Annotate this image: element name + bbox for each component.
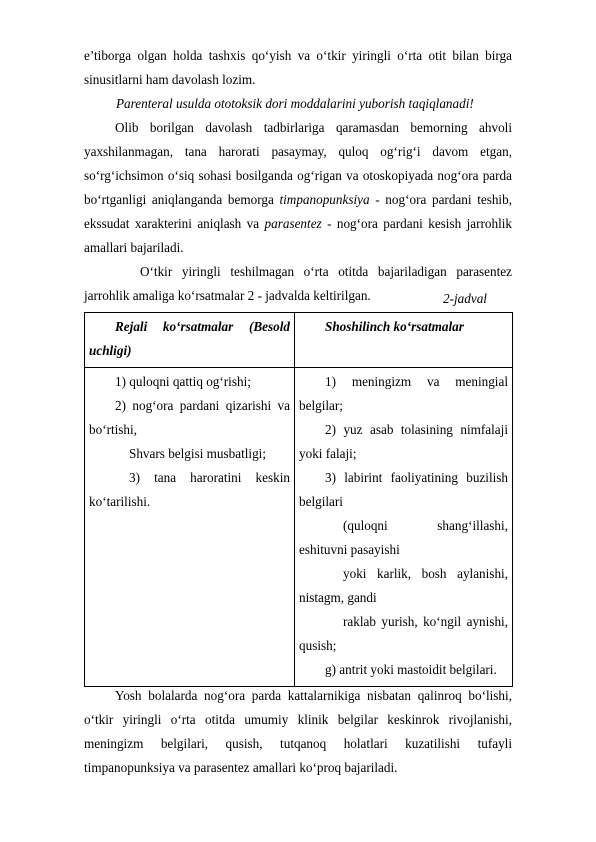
list-item: 1) meningizm va meningial belgilar; — [299, 374, 508, 413]
header-planned-indications: Rejali ko‘rsatmalar (Besold uchligi) — [89, 319, 290, 358]
term-timpanopunksiya: timpanopunksiya — [279, 192, 370, 207]
paragraph-table-intro: O‘tkir yiringli teshilmagan o‘rta otitda bajariladigan parasentez jarrohlik amaliga ko‘rsatmalar 2 - jadvalda keltirilgan. — [84, 264, 512, 303]
text-segment: - nog‘ora pardani teshib, ekssudat xarakterini aniqlash va — [84, 192, 512, 231]
paragraph-children: Yosh bolalarda nog‘ora parda kattalarnikiga nisbatan qalinroq bo‘lishi, o‘tkir yiringli o‘rta otitda umumiy klinik belgilar keskinrok rivojlanishi, meningizm belgilari, qusish, tutqanoq holatlari kuzatilishi tufayli timpanopunksiya va parasentez amallari ko‘proq bajariladi. — [84, 688, 512, 775]
list-item: 1) quloqni qattiq og‘rishi; — [115, 374, 251, 389]
table-body-row — [85, 368, 513, 687]
paragraph-surgical-indications — [84, 116, 512, 260]
list-item: raklab yurish, ko‘ngil aynishi, qusish; — [299, 614, 508, 653]
header-cell-planned — [85, 313, 295, 368]
list-item: 3) tana haroratini keskin ko‘tarilishi. — [89, 470, 290, 509]
list-item: (quloqni shang‘illashi, eshituvni pasayishi — [299, 518, 508, 557]
urgent-indications-cell — [295, 368, 513, 687]
list-item: 2) nog‘ora pardani qizarishi va bo‘rtishi, — [89, 398, 290, 437]
table-header-row — [85, 313, 513, 368]
planned-indications-cell — [85, 368, 295, 687]
term-parasentez: parasentez — [264, 216, 322, 231]
list-item: 3) labirint faoliyatining buzilish belgilari — [299, 470, 508, 509]
paragraph-sinusitis: e’tiborga olgan holda tashxis qo‘yish va o‘tkir yiringli o‘rta otit bilan birga sinusitlarni ham davolash lozim. — [84, 48, 512, 87]
table-caption: 2-jadval — [443, 291, 487, 306]
header-urgent-indications: Shoshilinch ko‘rsatmalar — [325, 319, 464, 334]
text-segment: Olib borilgan davolash tadbirlariga qaramasdan bemorning ahvoli yaxshilanmagan, tana harorati pasaymay, quloq og‘rig‘i davom etgan, so‘rg‘ichsimon o‘siq sohasi bosilganda og‘rigan va otoskopiyada nog‘ora parda bo‘rtganligi aniqlanganda bemorga — [84, 120, 512, 207]
indications-table — [84, 312, 513, 687]
list-item: 2) yuz asab tolasining nimfalaji yoki falaji; — [299, 422, 508, 461]
list-item: g) antrit yoki mastoidit belgilari. — [325, 662, 497, 677]
list-item: yoki karlik, bosh aylanishi, nistagm, gandi — [299, 566, 508, 605]
header-cell-urgent — [295, 313, 513, 368]
text-segment: - nog‘ora pardani kesish jarrohlik amallari bajariladi. — [84, 216, 512, 255]
paragraph-ototoxic-warning: Parenteral usulda ototoksik dori moddalarini yuborish taqiqlanadi! — [116, 96, 474, 111]
list-item: Shvars belgisi musbatligi; — [129, 446, 267, 461]
